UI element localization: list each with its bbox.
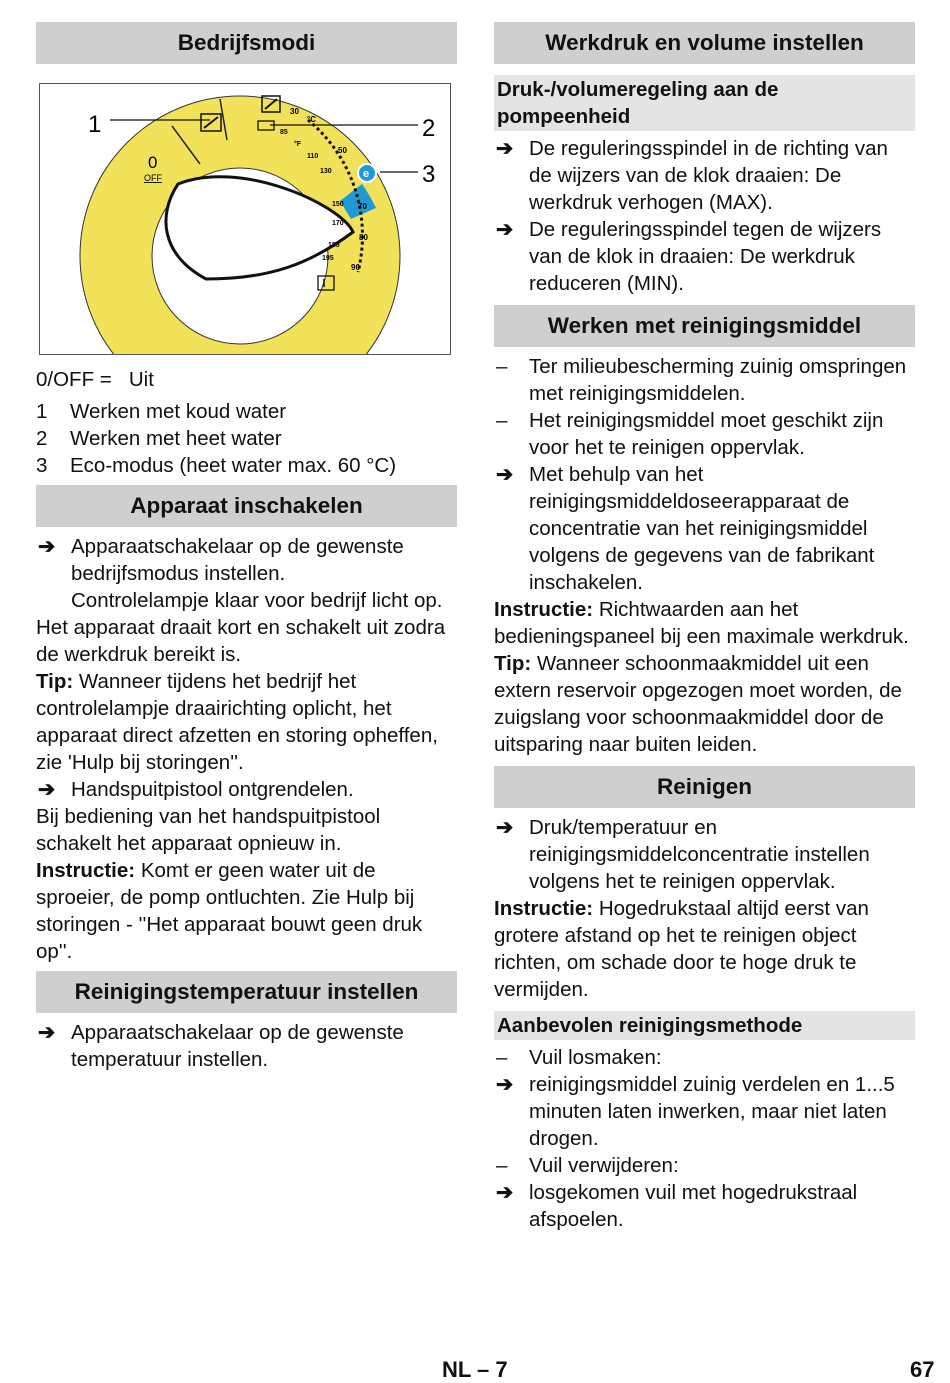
legend-number: 2 bbox=[36, 427, 48, 450]
instruction-label: Instructie: bbox=[36, 859, 136, 882]
instruction-paragraph bbox=[494, 596, 915, 650]
arrow-icon: ➔ bbox=[38, 1021, 56, 1044]
left-column bbox=[36, 22, 457, 1073]
arrow-icon: ➔ bbox=[496, 218, 514, 241]
instruction-step bbox=[494, 1179, 915, 1233]
legend-off-key: 0/OFF = bbox=[36, 368, 112, 391]
scale-f-150: 150 bbox=[332, 201, 344, 208]
step-text: Met behulp van het reinigingsmiddeldoseerapparaat de concentratie van het reinigingsmiddel volgens de gegevens van de fabrikant inschakelen. bbox=[529, 463, 875, 594]
section-header-reinigingstemperatuur: Reinigingstemperatuur instellen bbox=[36, 971, 457, 1013]
step-text: losgekomen vuil met hogedrukstraal afspoelen. bbox=[529, 1181, 858, 1231]
dash-item bbox=[494, 1152, 915, 1179]
scale-f-85: 85 bbox=[280, 129, 288, 136]
callout-2: 2 bbox=[422, 115, 436, 142]
instruction-step bbox=[494, 216, 915, 297]
arrow-icon: ➔ bbox=[496, 463, 514, 486]
instruction-text: Hogedrukstaal altijd eerst van grotere afstand op het te reinigen object richten, om schade door te hoge druk te vermijden. bbox=[494, 897, 869, 1001]
scale-c-30: 30 bbox=[290, 107, 299, 116]
paragraph: Het apparaat draait kort en schakelt uit zodra de werkdruk bereikt is. bbox=[36, 616, 446, 666]
page-number: 67 bbox=[910, 1357, 935, 1382]
arrow-icon: ➔ bbox=[38, 535, 56, 558]
dash-item bbox=[494, 353, 915, 407]
step-text: reinigingsmiddel zuinig verdelen en 1...5 minuten laten inwerken, maar niet laten drogen. bbox=[529, 1073, 895, 1150]
tip-label: Tip: bbox=[494, 652, 532, 675]
scale-f-185: 185 bbox=[328, 242, 340, 249]
instruction-text: Komt er geen water uit de sproeier, de pomp ontluchten. Zie Hulp bij storingen - ''Het apparaat bouwt geen druk op''. bbox=[36, 859, 423, 963]
scale-c-50: 50 bbox=[338, 146, 347, 155]
instruction-step bbox=[494, 135, 915, 216]
instruction-step bbox=[494, 814, 915, 895]
instruction-paragraph bbox=[36, 857, 457, 965]
right-column bbox=[494, 22, 915, 1233]
step-text: De reguleringsspindel tegen de wijzers van de klok in draaien: De werkdruk reduceren (MIN). bbox=[529, 218, 882, 295]
dash-mark: – bbox=[496, 1154, 508, 1177]
section-header-reinigingsmiddel: Werken met reinigingsmiddel bbox=[494, 305, 915, 347]
legend-text: Werken met heet water bbox=[70, 427, 282, 450]
step-text: Handspuitpistool ontgrendelen. bbox=[71, 778, 354, 801]
mode-dial-illustration bbox=[40, 84, 450, 354]
legend-text: Werken met koud water bbox=[70, 400, 287, 423]
arrow-icon: ➔ bbox=[38, 778, 56, 801]
step-text: Apparaatschakelaar op de gewenste temperatuur instellen. bbox=[71, 1021, 404, 1071]
mode-dial-figure bbox=[39, 83, 451, 355]
instruction-step bbox=[36, 533, 457, 587]
instruction-note bbox=[36, 587, 457, 614]
section-header-bedrijfsmodi: Bedrijfsmodi bbox=[36, 22, 457, 64]
instruction-step bbox=[494, 461, 915, 596]
subsection-header-reinigingsmethode: Aanbevolen reinigingsmethode bbox=[494, 1011, 915, 1040]
arrow-icon: ➔ bbox=[496, 1181, 514, 1204]
scale-c-70: 70 bbox=[358, 202, 367, 211]
dash-text: Vuil losmaken: bbox=[529, 1046, 662, 1069]
legend-text: Eco-modus (heet water max. 60 °C) bbox=[70, 454, 397, 477]
legend-number: 1 bbox=[36, 400, 48, 423]
instruction-paragraph bbox=[494, 895, 915, 1003]
legend-number: 3 bbox=[36, 454, 48, 477]
scale-f-110: 110 bbox=[307, 153, 319, 160]
scale-f-130: 130 bbox=[320, 168, 332, 175]
instruction-step bbox=[36, 1019, 457, 1073]
legend-item bbox=[36, 425, 457, 452]
dash-item bbox=[494, 407, 915, 461]
step-text: Apparaatschakelaar op de gewenste bedrijfsmodus instellen. bbox=[71, 535, 404, 585]
dash-mark: – bbox=[496, 409, 508, 432]
scale-c-90: 90 bbox=[351, 263, 360, 272]
section-header-apparaat-inschakelen: Apparaat inschakelen bbox=[36, 485, 457, 527]
tip-paragraph bbox=[494, 650, 915, 758]
legend-item bbox=[36, 452, 457, 479]
callout-3: 3 bbox=[422, 161, 436, 188]
legend-off-value: Uit bbox=[128, 368, 154, 391]
arrow-icon: ➔ bbox=[496, 137, 514, 160]
page-label: NL – 7 bbox=[442, 1357, 508, 1382]
scale-c-80: 80 bbox=[359, 233, 368, 242]
eco-symbol-text: e bbox=[363, 168, 370, 180]
instruction-step bbox=[36, 776, 457, 803]
legend-list bbox=[36, 398, 457, 479]
note-text: Controlelampje klaar voor bedrijf licht op. bbox=[71, 589, 443, 612]
step-text: Druk/temperatuur en reinigingsmiddelconcentratie instellen volgens het te reinigen oppervlak. bbox=[529, 816, 870, 893]
section-header-reinigen: Reinigen bbox=[494, 766, 915, 808]
instruction-label: Instructie: bbox=[494, 897, 594, 920]
unit-c: °C bbox=[307, 115, 316, 124]
instruction-label: Instructie: bbox=[494, 598, 594, 621]
dial-off-label: OFF bbox=[144, 173, 162, 183]
tip-paragraph bbox=[36, 668, 457, 776]
paragraph: Bij bediening van het handspuitpistool schakelt het apparaat opnieuw in. bbox=[36, 805, 381, 855]
legend-off bbox=[36, 366, 457, 393]
arrow-icon: ➔ bbox=[496, 816, 514, 839]
dash-text: Het reinigingsmiddel moet geschikt zijn voor het te reinigen oppervlak. bbox=[529, 409, 884, 459]
scale-f-170: 170 bbox=[332, 220, 344, 227]
step-text: De reguleringsspindel in de richting van de wijzers van de klok draaien: De werkdruk verhogen (MAX). bbox=[529, 137, 888, 214]
dash-item bbox=[494, 1044, 915, 1071]
subsection-header-druk-volume: Druk-/volumeregeling aan de pompeenheid bbox=[494, 75, 915, 131]
tip-text: Wanneer schoonmaakmiddel uit een extern reservoir opgezogen moet worden, de zuigslang voor schoonmaakmiddel door de uitsparing naar buiten leiden. bbox=[494, 652, 902, 756]
tip-label: Tip: bbox=[36, 670, 74, 693]
dash-text: Ter milieubescherming zuinig omspringen met reinigingsmiddelen. bbox=[529, 355, 907, 405]
dash-text: Vuil verwijderen: bbox=[529, 1154, 679, 1177]
instruction-text: Richtwaarden aan het bedieningspaneel bij een maximale werkdruk. bbox=[494, 598, 909, 648]
dial-off-number: 0 bbox=[148, 153, 158, 172]
scale-f-195: 195 bbox=[322, 255, 334, 262]
arrow-icon: ➔ bbox=[496, 1073, 514, 1096]
legend-item bbox=[36, 398, 457, 425]
tip-text: Wanneer tijdens het bedrijf het controlelampje draairichting oplicht, het apparaat direct afzetten en storing opheffen, zie 'Hulp bij storingen''. bbox=[36, 670, 438, 774]
instruction-step bbox=[494, 1071, 915, 1152]
section-header-werkdruk: Werkdruk en volume instellen bbox=[494, 22, 915, 64]
dash-mark: – bbox=[496, 355, 508, 378]
callout-1: 1 bbox=[88, 111, 102, 138]
dash-mark: – bbox=[496, 1046, 508, 1069]
unit-f: °F bbox=[294, 141, 302, 148]
